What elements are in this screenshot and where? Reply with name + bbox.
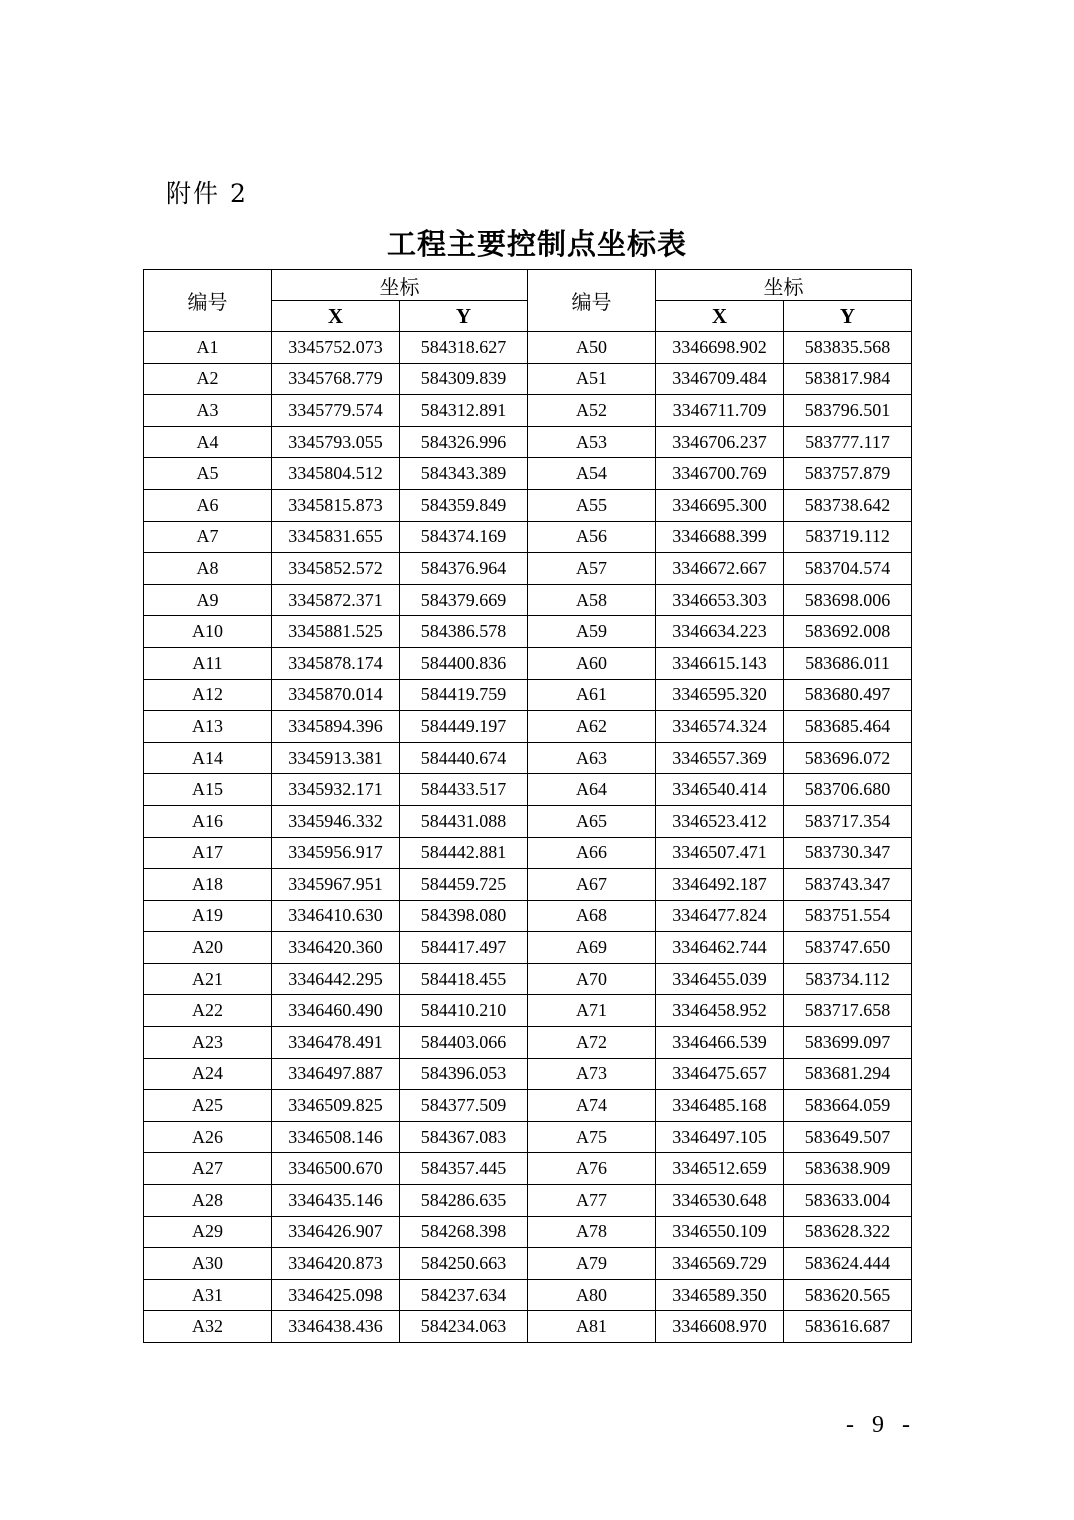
- x-coordinate-cell: 3346420.873: [272, 1248, 400, 1280]
- point-id-cell: A9: [144, 584, 272, 616]
- table-row: [144, 932, 912, 964]
- y-coordinate-cell: 584367.083: [400, 1121, 528, 1153]
- y-coordinate-cell: 584357.445: [400, 1153, 528, 1185]
- x-coordinate-cell: 3346569.729: [656, 1248, 784, 1280]
- table-row: [144, 489, 912, 521]
- y-coordinate-cell: 583747.650: [784, 932, 912, 964]
- x-coordinate-cell: 3345878.174: [272, 647, 400, 679]
- x-coordinate-cell: 3346426.907: [272, 1216, 400, 1248]
- table-row: [144, 1185, 912, 1217]
- y-coordinate-cell: 584376.964: [400, 553, 528, 585]
- x-coordinate-cell: 3346492.187: [656, 869, 784, 901]
- x-coordinate-cell: 3346509.825: [272, 1090, 400, 1122]
- table-row: [144, 805, 912, 837]
- y-coordinate-cell: 584419.759: [400, 679, 528, 711]
- table-row: [144, 332, 912, 364]
- x-coordinate-cell: 3346540.414: [656, 774, 784, 806]
- y-coordinate-cell: 583704.574: [784, 553, 912, 585]
- point-id-cell: A62: [528, 711, 656, 743]
- y-coordinate-cell: 584343.389: [400, 458, 528, 490]
- x-coordinate-cell: 3346460.490: [272, 995, 400, 1027]
- x-coordinate-cell: 3346688.399: [656, 521, 784, 553]
- x-coordinate-cell: 3346709.484: [656, 363, 784, 395]
- point-id-cell: A77: [528, 1185, 656, 1217]
- column-header-x-left: X: [272, 301, 400, 332]
- x-coordinate-cell: 3346615.143: [656, 647, 784, 679]
- x-coordinate-cell: 3346711.709: [656, 395, 784, 427]
- table-row: [144, 647, 912, 679]
- point-id-cell: A28: [144, 1185, 272, 1217]
- column-header-y-right: Y: [784, 301, 912, 332]
- point-id-cell: A31: [144, 1279, 272, 1311]
- point-id-cell: A54: [528, 458, 656, 490]
- table-row: [144, 584, 912, 616]
- x-coordinate-cell: 3346497.105: [656, 1121, 784, 1153]
- y-coordinate-cell: 584359.849: [400, 489, 528, 521]
- y-coordinate-cell: 583699.097: [784, 1027, 912, 1059]
- x-coordinate-cell: 3346706.237: [656, 426, 784, 458]
- y-coordinate-cell: 584398.080: [400, 900, 528, 932]
- y-coordinate-cell: 584431.088: [400, 805, 528, 837]
- column-header-y-left: Y: [400, 301, 528, 332]
- y-coordinate-cell: 583680.497: [784, 679, 912, 711]
- point-id-cell: A18: [144, 869, 272, 901]
- table-row: [144, 1311, 912, 1343]
- x-coordinate-cell: 3346500.670: [272, 1153, 400, 1185]
- y-coordinate-cell: 583628.322: [784, 1216, 912, 1248]
- x-coordinate-cell: 3345870.014: [272, 679, 400, 711]
- point-id-cell: A74: [528, 1090, 656, 1122]
- column-header-number-left: 编号: [144, 270, 272, 332]
- x-coordinate-cell: 3346653.303: [656, 584, 784, 616]
- point-id-cell: A12: [144, 679, 272, 711]
- table-row: [144, 553, 912, 585]
- x-coordinate-cell: 3345932.171: [272, 774, 400, 806]
- y-coordinate-cell: 584234.063: [400, 1311, 528, 1343]
- point-id-cell: A7: [144, 521, 272, 553]
- x-coordinate-cell: 3345894.396: [272, 711, 400, 743]
- x-coordinate-cell: 3346475.657: [656, 1058, 784, 1090]
- point-id-cell: A1: [144, 332, 272, 364]
- y-coordinate-cell: 584326.996: [400, 426, 528, 458]
- table-row: [144, 1279, 912, 1311]
- y-coordinate-cell: 584250.663: [400, 1248, 528, 1280]
- point-id-cell: A76: [528, 1153, 656, 1185]
- table-row: [144, 837, 912, 869]
- table-row: [144, 1027, 912, 1059]
- point-id-cell: A55: [528, 489, 656, 521]
- table-row: [144, 995, 912, 1027]
- point-id-cell: A14: [144, 742, 272, 774]
- y-coordinate-cell: 583734.112: [784, 963, 912, 995]
- point-id-cell: A30: [144, 1248, 272, 1280]
- point-id-cell: A26: [144, 1121, 272, 1153]
- point-id-cell: A50: [528, 332, 656, 364]
- x-coordinate-cell: 3346455.039: [656, 963, 784, 995]
- y-coordinate-cell: 584459.725: [400, 869, 528, 901]
- x-coordinate-cell: 3346485.168: [656, 1090, 784, 1122]
- x-coordinate-cell: 3346595.320: [656, 679, 784, 711]
- y-coordinate-cell: 583796.501: [784, 395, 912, 427]
- x-coordinate-cell: 3346462.744: [656, 932, 784, 964]
- point-id-cell: A52: [528, 395, 656, 427]
- point-id-cell: A59: [528, 616, 656, 648]
- y-coordinate-cell: 583717.354: [784, 805, 912, 837]
- point-id-cell: A61: [528, 679, 656, 711]
- x-coordinate-cell: 3346425.098: [272, 1279, 400, 1311]
- x-coordinate-cell: 3345768.779: [272, 363, 400, 395]
- y-coordinate-cell: 584318.627: [400, 332, 528, 364]
- point-id-cell: A6: [144, 489, 272, 521]
- table-body: [144, 332, 912, 1343]
- y-coordinate-cell: 583835.568: [784, 332, 912, 364]
- y-coordinate-cell: 583706.680: [784, 774, 912, 806]
- x-coordinate-cell: 3346466.539: [656, 1027, 784, 1059]
- x-coordinate-cell: 3346574.324: [656, 711, 784, 743]
- x-coordinate-cell: 3346442.295: [272, 963, 400, 995]
- x-coordinate-cell: 3345852.572: [272, 553, 400, 585]
- y-coordinate-cell: 584377.509: [400, 1090, 528, 1122]
- y-coordinate-cell: 584268.398: [400, 1216, 528, 1248]
- x-coordinate-cell: 3346550.109: [656, 1216, 784, 1248]
- x-coordinate-cell: 3346458.952: [656, 995, 784, 1027]
- x-coordinate-cell: 3346695.300: [656, 489, 784, 521]
- table-header-row: [144, 270, 912, 301]
- table-row: [144, 900, 912, 932]
- y-coordinate-cell: 584312.891: [400, 395, 528, 427]
- y-coordinate-cell: 583698.006: [784, 584, 912, 616]
- coordinate-table: [143, 269, 912, 1343]
- y-coordinate-cell: 583686.011: [784, 647, 912, 679]
- y-coordinate-cell: 583719.112: [784, 521, 912, 553]
- point-id-cell: A53: [528, 426, 656, 458]
- y-coordinate-cell: 584403.066: [400, 1027, 528, 1059]
- y-coordinate-cell: 584386.578: [400, 616, 528, 648]
- y-coordinate-cell: 584440.674: [400, 742, 528, 774]
- point-id-cell: A71: [528, 995, 656, 1027]
- y-coordinate-cell: 584410.210: [400, 995, 528, 1027]
- x-coordinate-cell: 3346672.667: [656, 553, 784, 585]
- table-row: [144, 458, 912, 490]
- y-coordinate-cell: 583817.984: [784, 363, 912, 395]
- point-id-cell: A63: [528, 742, 656, 774]
- document-title: 工程主要控制点坐标表: [386, 227, 687, 261]
- point-id-cell: A69: [528, 932, 656, 964]
- x-coordinate-cell: 3346508.146: [272, 1121, 400, 1153]
- y-coordinate-cell: 584417.497: [400, 932, 528, 964]
- table-row: [144, 426, 912, 458]
- point-id-cell: A73: [528, 1058, 656, 1090]
- point-id-cell: A16: [144, 805, 272, 837]
- table-row: [144, 774, 912, 806]
- point-id-cell: A70: [528, 963, 656, 995]
- x-coordinate-cell: 3345872.371: [272, 584, 400, 616]
- column-header-coord-right: 坐标: [656, 270, 912, 301]
- point-id-cell: A57: [528, 553, 656, 585]
- point-id-cell: A64: [528, 774, 656, 806]
- column-header-x-right: X: [656, 301, 784, 332]
- point-id-cell: A21: [144, 963, 272, 995]
- point-id-cell: A32: [144, 1311, 272, 1343]
- y-coordinate-cell: 584286.635: [400, 1185, 528, 1217]
- point-id-cell: A11: [144, 647, 272, 679]
- point-id-cell: A15: [144, 774, 272, 806]
- y-coordinate-cell: 583777.117: [784, 426, 912, 458]
- y-coordinate-cell: 583730.347: [784, 837, 912, 869]
- point-id-cell: A68: [528, 900, 656, 932]
- x-coordinate-cell: 3345804.512: [272, 458, 400, 490]
- x-coordinate-cell: 3346478.491: [272, 1027, 400, 1059]
- table-row: [144, 521, 912, 553]
- y-coordinate-cell: 584309.839: [400, 363, 528, 395]
- point-id-cell: A79: [528, 1248, 656, 1280]
- point-id-cell: A67: [528, 869, 656, 901]
- y-coordinate-cell: 583751.554: [784, 900, 912, 932]
- point-id-cell: A65: [528, 805, 656, 837]
- x-coordinate-cell: 3346410.630: [272, 900, 400, 932]
- x-coordinate-cell: 3346634.223: [656, 616, 784, 648]
- table-row: [144, 742, 912, 774]
- point-id-cell: A75: [528, 1121, 656, 1153]
- table-row: [144, 1121, 912, 1153]
- point-id-cell: A72: [528, 1027, 656, 1059]
- x-coordinate-cell: 3345956.917: [272, 837, 400, 869]
- x-coordinate-cell: 3345779.574: [272, 395, 400, 427]
- x-coordinate-cell: 3345946.332: [272, 805, 400, 837]
- y-coordinate-cell: 583692.008: [784, 616, 912, 648]
- page-number: - 9 -: [846, 1412, 916, 1438]
- y-coordinate-cell: 583757.879: [784, 458, 912, 490]
- y-coordinate-cell: 583685.464: [784, 711, 912, 743]
- x-coordinate-cell: 3346497.887: [272, 1058, 400, 1090]
- x-coordinate-cell: 3346438.436: [272, 1311, 400, 1343]
- x-coordinate-cell: 3345831.655: [272, 521, 400, 553]
- x-coordinate-cell: 3346420.360: [272, 932, 400, 964]
- x-coordinate-cell: 3345913.381: [272, 742, 400, 774]
- y-coordinate-cell: 584418.455: [400, 963, 528, 995]
- x-coordinate-cell: 3345815.873: [272, 489, 400, 521]
- y-coordinate-cell: 583696.072: [784, 742, 912, 774]
- table-row: [144, 1153, 912, 1185]
- y-coordinate-cell: 584442.881: [400, 837, 528, 869]
- y-coordinate-cell: 584449.197: [400, 711, 528, 743]
- y-coordinate-cell: 584237.634: [400, 1279, 528, 1311]
- point-id-cell: A8: [144, 553, 272, 585]
- x-coordinate-cell: 3346477.824: [656, 900, 784, 932]
- table-row: [144, 963, 912, 995]
- point-id-cell: A24: [144, 1058, 272, 1090]
- x-coordinate-cell: 3346608.970: [656, 1311, 784, 1343]
- y-coordinate-cell: 583638.909: [784, 1153, 912, 1185]
- attachment-label: 附件 2: [166, 179, 248, 208]
- y-coordinate-cell: 583624.444: [784, 1248, 912, 1280]
- point-id-cell: A66: [528, 837, 656, 869]
- point-id-cell: A10: [144, 616, 272, 648]
- x-coordinate-cell: 3346523.412: [656, 805, 784, 837]
- x-coordinate-cell: 3346700.769: [656, 458, 784, 490]
- x-coordinate-cell: 3346530.648: [656, 1185, 784, 1217]
- y-coordinate-cell: 583616.687: [784, 1311, 912, 1343]
- table-row: [144, 1248, 912, 1280]
- x-coordinate-cell: 3346507.471: [656, 837, 784, 869]
- x-coordinate-cell: 3346589.350: [656, 1279, 784, 1311]
- y-coordinate-cell: 583664.059: [784, 1090, 912, 1122]
- point-id-cell: A2: [144, 363, 272, 395]
- table-row: [144, 1216, 912, 1248]
- x-coordinate-cell: 3346435.146: [272, 1185, 400, 1217]
- point-id-cell: A20: [144, 932, 272, 964]
- point-id-cell: A23: [144, 1027, 272, 1059]
- y-coordinate-cell: 583717.658: [784, 995, 912, 1027]
- y-coordinate-cell: 583738.642: [784, 489, 912, 521]
- y-coordinate-cell: 583649.507: [784, 1121, 912, 1153]
- table-row: [144, 616, 912, 648]
- point-id-cell: A51: [528, 363, 656, 395]
- x-coordinate-cell: 3345752.073: [272, 332, 400, 364]
- point-id-cell: A81: [528, 1311, 656, 1343]
- y-coordinate-cell: 584400.836: [400, 647, 528, 679]
- point-id-cell: A25: [144, 1090, 272, 1122]
- y-coordinate-cell: 583743.347: [784, 869, 912, 901]
- table-row: [144, 711, 912, 743]
- x-coordinate-cell: 3346557.369: [656, 742, 784, 774]
- y-coordinate-cell: 583681.294: [784, 1058, 912, 1090]
- x-coordinate-cell: 3345793.055: [272, 426, 400, 458]
- point-id-cell: A19: [144, 900, 272, 932]
- point-id-cell: A3: [144, 395, 272, 427]
- table-row: [144, 1090, 912, 1122]
- table-row: [144, 679, 912, 711]
- y-coordinate-cell: 583633.004: [784, 1185, 912, 1217]
- x-coordinate-cell: 3345881.525: [272, 616, 400, 648]
- x-coordinate-cell: 3345967.951: [272, 869, 400, 901]
- y-coordinate-cell: 583620.565: [784, 1279, 912, 1311]
- point-id-cell: A22: [144, 995, 272, 1027]
- column-header-number-right: 编号: [528, 270, 656, 332]
- point-id-cell: A78: [528, 1216, 656, 1248]
- point-id-cell: A4: [144, 426, 272, 458]
- column-header-coord-left: 坐标: [272, 270, 528, 301]
- table-row: [144, 869, 912, 901]
- table-row: [144, 395, 912, 427]
- y-coordinate-cell: 584433.517: [400, 774, 528, 806]
- x-coordinate-cell: 3346512.659: [656, 1153, 784, 1185]
- point-id-cell: A58: [528, 584, 656, 616]
- table-row: [144, 363, 912, 395]
- table-row: [144, 1058, 912, 1090]
- point-id-cell: A80: [528, 1279, 656, 1311]
- point-id-cell: A17: [144, 837, 272, 869]
- y-coordinate-cell: 584379.669: [400, 584, 528, 616]
- x-coordinate-cell: 3346698.902: [656, 332, 784, 364]
- point-id-cell: A5: [144, 458, 272, 490]
- point-id-cell: A13: [144, 711, 272, 743]
- point-id-cell: A60: [528, 647, 656, 679]
- point-id-cell: A56: [528, 521, 656, 553]
- y-coordinate-cell: 584396.053: [400, 1058, 528, 1090]
- point-id-cell: A29: [144, 1216, 272, 1248]
- point-id-cell: A27: [144, 1153, 272, 1185]
- y-coordinate-cell: 584374.169: [400, 521, 528, 553]
